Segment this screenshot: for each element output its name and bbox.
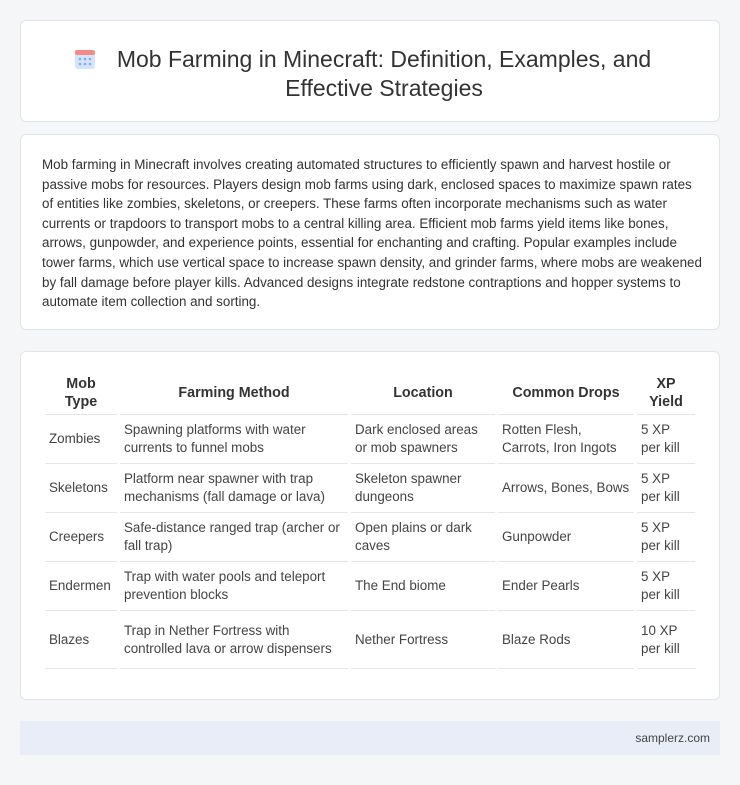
cell-farming-method: Trap with water pools and teleport prevention blocks [120,562,348,611]
page-title: Mob Farming in Minecraft: Definition, Examples, and Effective Strategies [116,46,652,101]
cell-xp-yield: 5 XP per kill [637,513,695,562]
cell-mob-type: Skeletons [45,464,117,513]
cell-location: Nether Fortress [351,611,495,669]
cell-common-drops: Gunpowder [498,513,634,562]
intro-card [20,134,720,330]
footer-site-link[interactable]: samplerz.com [635,731,710,745]
cell-common-drops: Arrows, Bones, Bows [498,464,634,513]
table-card [20,351,720,700]
table-row [45,562,695,611]
cell-farming-method: Platform near spawner with trap mechanisms (fall damage or lava) [120,464,348,513]
cell-xp-yield: 5 XP per kill [637,464,695,513]
cell-common-drops: Rotten Flesh, Carrots, Iron Ingots [498,415,634,464]
cell-location: The End biome [351,562,495,611]
header-farming-method: Farming Method [120,371,348,415]
footer-bar [20,721,720,755]
cell-mob-type: Blazes [45,611,117,669]
cell-xp-yield: 10 XP per kill [637,611,695,669]
table-header-row [45,371,695,415]
table-row [45,611,695,669]
cell-location: Dark enclosed areas or mob spawners [351,415,495,464]
cell-farming-method: Safe-distance ranged trap (archer or fall trap) [120,513,348,562]
mob-farming-table [42,371,698,669]
cell-location: Skeleton spawner dungeons [351,464,495,513]
cell-mob-type: Creepers [45,513,117,562]
intro-paragraph: Mob farming in Minecraft involves creating automated structures to efficiently spawn and harvest hostile or passive mobs for resources. Players design mob farms using dark, enclosed spaces to maximize spawn rates of entities like zombies, skeletons, or creepers. These farms often incorporate mechanisms such as water currents or trapdoors to transport mobs to a central killing area. Efficient mob farms yield items like bones, arrows, gunpowder, and experience points, essential for enchanting and crafting. Popular examples include tower farms, which use vertical space to increase spawn density, and grinder farms, where mobs are weakened by fall damage before player kills. Advanced designs integrate redstone contraptions and hopper systems to automate item collection and sorting. [42,157,702,310]
table-row [45,464,695,513]
cell-farming-method: Trap in Nether Fortress with controlled lava or arrow dispensers [120,611,348,669]
cell-common-drops: Ender Pearls [498,562,634,611]
header-location: Location [351,371,495,415]
title-card [20,20,720,122]
table-row [45,513,695,562]
cell-xp-yield: 5 XP per kill [637,562,695,611]
cell-farming-method: Spawning platforms with water currents to funnel mobs [120,415,348,464]
header-mob-type: Mob Type [45,371,117,415]
header-xp-yield: XP Yield [637,371,695,415]
header-common-drops: Common Drops [498,371,634,415]
cell-mob-type: Endermen [45,562,117,611]
cell-mob-type: Zombies [45,415,117,464]
cell-location: Open plains or dark caves [351,513,495,562]
cell-common-drops: Blaze Rods [498,611,634,669]
cell-xp-yield: 5 XP per kill [637,415,695,464]
table-row [45,415,695,464]
